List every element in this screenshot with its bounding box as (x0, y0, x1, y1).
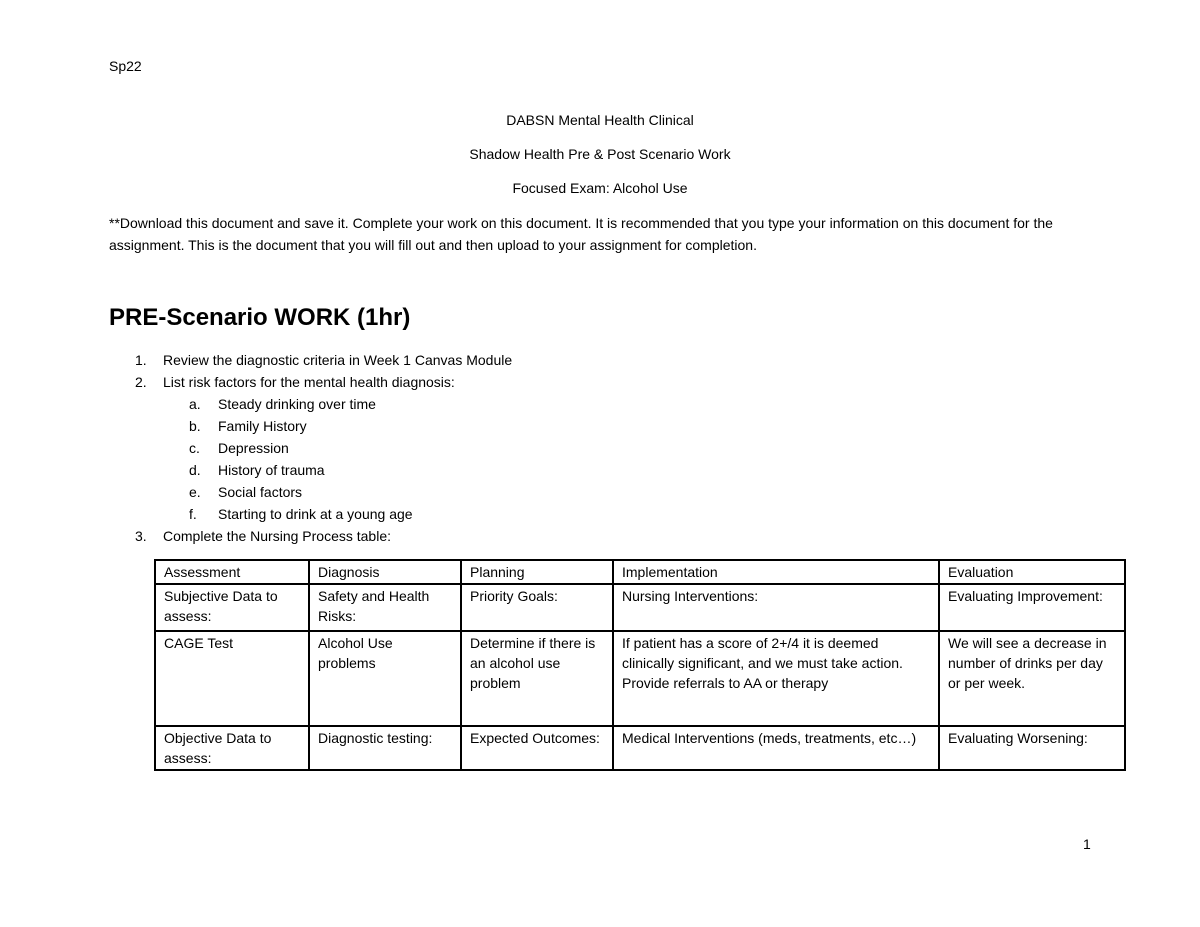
risk-letter: d. (189, 462, 201, 478)
risk-letter: b. (189, 418, 201, 434)
table-cell: Evaluating Improvement: (939, 584, 1125, 631)
table-row (155, 584, 1125, 631)
table-cell: Subjective Data to assess: (155, 584, 309, 631)
step-text: Review the diagnostic criteria in Week 1 Canvas Module (163, 352, 513, 368)
table-cell: Determine if there is an alcohol use problem (461, 631, 613, 726)
intro-paragraph: **Download this document and save it. Complete your work on this document. It is recommended that you type your information on this document for the assignment. This is the document that you will fill out and then upload to your assignment for completion. (109, 215, 1053, 253)
step-text: Complete the Nursing Process table: (163, 528, 391, 544)
table-cell: We will see a decrease in number of drinks per day or per week. (939, 631, 1125, 726)
table-cell: Evaluating Worsening: (939, 726, 1125, 770)
column-header: Diagnosis (309, 560, 461, 584)
table-cell: Priority Goals: (461, 584, 613, 631)
section-title: PRE-Scenario WORK (1hr) (109, 304, 411, 331)
table-cell: Medical Interventions (meds, treatments, etc…) (613, 726, 939, 770)
table-cell: Nursing Interventions: (613, 584, 939, 631)
column-header: Evaluation (939, 560, 1125, 584)
column-header: Implementation (613, 560, 939, 584)
nursing-process-table (154, 559, 1126, 771)
table-cell: Safety and Health Risks: (309, 584, 461, 631)
table-cell: Expected Outcomes: (461, 726, 613, 770)
step-number: 2. (135, 374, 147, 390)
table-row (155, 631, 1125, 726)
risk-text: Steady drinking over time (218, 396, 376, 412)
table-cell: Diagnostic testing: (309, 726, 461, 770)
risk-letter: f. (189, 506, 197, 522)
risk-text: Depression (218, 440, 289, 456)
doc-focus: Focused Exam: Alcohol Use (512, 180, 688, 196)
step-number: 1. (135, 352, 147, 368)
risk-text: Family History (218, 418, 307, 434)
risk-text: History of trauma (218, 462, 325, 478)
risk-letter: a. (189, 396, 201, 412)
risk-text: Starting to drink at a young age (218, 506, 413, 522)
table-cell: Alcohol Use problems (309, 631, 461, 726)
doc-subtitle: Shadow Health Pre & Post Scenario Work (469, 146, 731, 162)
table-cell: Objective Data to assess: (155, 726, 309, 770)
column-header: Assessment (155, 560, 309, 584)
risk-letter: c. (189, 440, 200, 456)
page-number: 1 (1083, 836, 1091, 852)
step-text: List risk factors for the mental health diagnosis: (163, 374, 455, 390)
header-term: Sp22 (109, 58, 142, 74)
column-header: Planning (461, 560, 613, 584)
table-cell: CAGE Test (155, 631, 309, 726)
doc-title: DABSN Mental Health Clinical (506, 112, 694, 128)
table-cell: If patient has a score of 2+/4 it is deemed clinically significant, and we must take action. Provide referrals to AA or therapy (613, 631, 939, 726)
table-header-row (155, 560, 1125, 584)
risk-letter: e. (189, 484, 201, 500)
risk-text: Social factors (218, 484, 303, 500)
step-number: 3. (135, 528, 147, 544)
table-row (155, 726, 1125, 770)
